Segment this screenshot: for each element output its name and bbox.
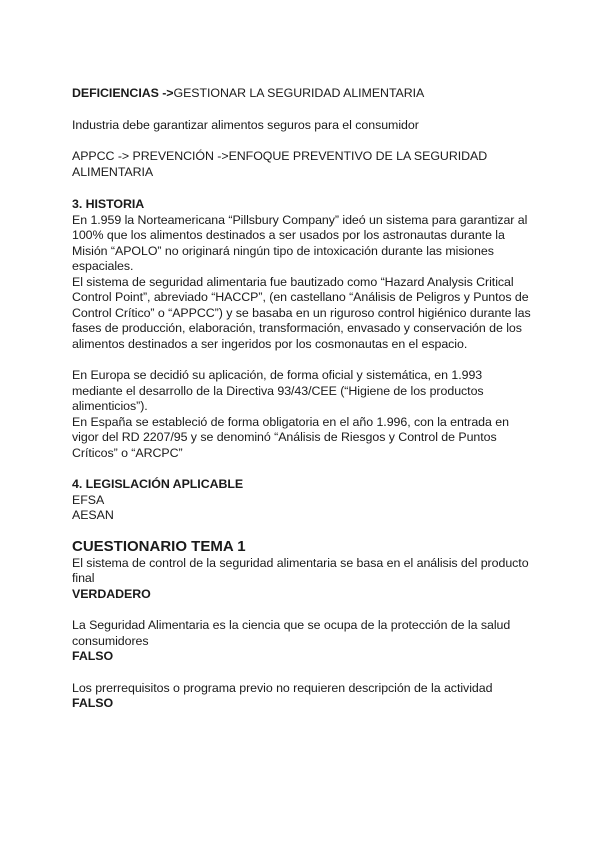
- answer-3: FALSO: [72, 696, 114, 710]
- legislacion-item-aesan: AESAN: [72, 508, 114, 522]
- cuestionario-heading: CUESTIONARIO TEMA 1: [72, 537, 246, 555]
- question-2: La Seguridad Alimentaria es la ciencia que se ocupa de la protección de la salud consumidores: [72, 618, 511, 648]
- document-page: [72, 86, 532, 712]
- answer-1: VERDADERO: [72, 586, 151, 601]
- espana-paragraph: En España se estableció de forma obligatoria en el año 1.996, con la entrada en vigor del RD 2207/95 y se denominó “Análisis de Riesgos y Control de Puntos Críticos” o “ARCPC”: [72, 414, 509, 460]
- legislacion-heading: 4. LEGISLACIÓN APLICABLE: [72, 477, 244, 491]
- industria-line: Industria debe garantizar alimentos seguros para el consumidor: [72, 117, 419, 132]
- appcc-line: APPCC -> PREVENCIÓN ->ENFOQUE PREVENTIVO DE LA SEGURIDAD ALIMENTARIA: [72, 149, 488, 179]
- historia-paragraph-1: En 1.959 la Norteamericana “Pillsbury Company” ideó un sistema para garantizar al 100% que los alimentos destinados a ser usados por los astronautas durante la Misión “APOLO” no originará ningún tipo de intoxicación durante las misiones espaciales.: [72, 212, 528, 273]
- answer-2: FALSO: [72, 649, 114, 663]
- deficiencias-label: DEFICIENCIAS ->: [72, 86, 174, 100]
- historia-paragraph-2: El sistema de seguridad alimentaria fue bautizado como “Hazard Analysis Critical Control Point”, abreviado “HACCP”, (en castellano “Análisis de Peligros y Puntos de Control Crítico” o “APPCC”) y se basaba en un riguroso control higiénico durante las fases de producción, elaboración, transformación, envasado y conservación de los alimentos destinados a ser ingeridos por los cosmonautas en el espacio.: [72, 274, 531, 351]
- historia-heading: 3. HISTORIA: [72, 197, 145, 211]
- question-3: Los prerrequisitos o programa previo no requieren descripción de la actividad: [72, 680, 493, 695]
- deficiencias-text: GESTIONAR LA SEGURIDAD ALIMENTARIA: [173, 86, 425, 100]
- question-1: El sistema de control de la seguridad alimentaria se basa en el análisis del producto final: [72, 555, 529, 585]
- deficiencias-line: [72, 86, 532, 102]
- legislacion-item-efsa: EFSA: [72, 492, 105, 507]
- europa-paragraph: En Europa se decidió su aplicación, de forma oficial y sistemática, en 1.993 mediante el desarrollo de la Directiva 93/43/CEE (“Higiene de los productos alimenticios”).: [72, 368, 484, 413]
